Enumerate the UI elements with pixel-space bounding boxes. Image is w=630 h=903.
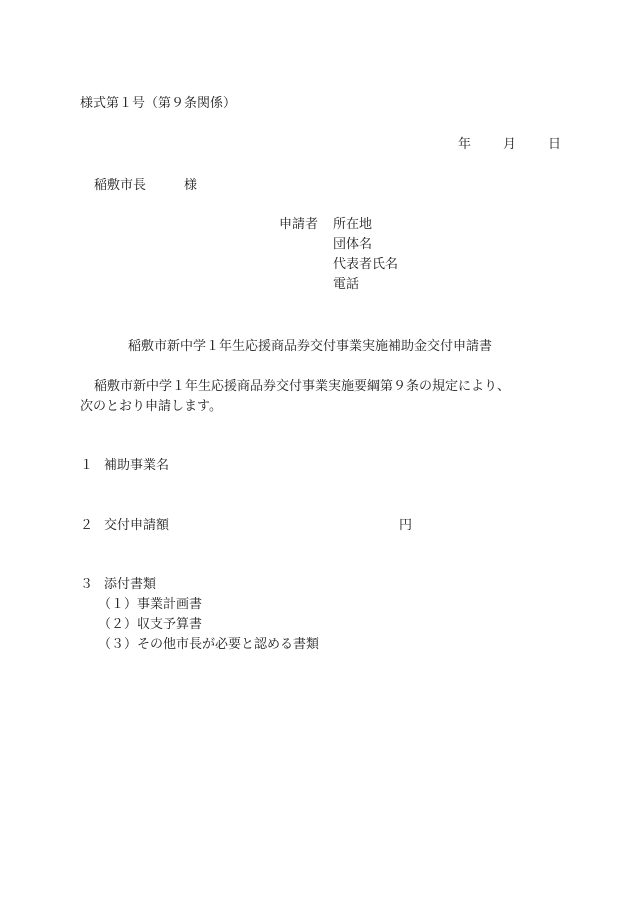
applicant-field-address: 所在地	[333, 217, 373, 232]
document-title: 稲敷市新中学１年生応援商品券交付事業実施補助金交付申請書	[128, 339, 493, 354]
amount-unit: 円	[399, 518, 413, 533]
applicant-field-organization: 団体名	[333, 237, 373, 252]
attachment-other-documents: （３）その他市長が必要と認める書類	[98, 637, 320, 652]
body-text-line-1: 稲敷市新中学１年生応援商品券交付事業実施要綱第９条の規定により、	[94, 379, 511, 394]
item-number: ２	[80, 518, 94, 533]
addressee	[94, 179, 197, 192]
item-application-amount	[80, 519, 169, 532]
date-month: 月	[503, 137, 517, 152]
item-number: ３	[80, 577, 94, 592]
item-number: １	[80, 458, 94, 473]
addressee-name: 稲敷市長	[94, 178, 147, 193]
item-label: 交付申請額	[104, 518, 170, 533]
date-day: 日	[548, 137, 562, 152]
body-text-line-2: 次のとおり申請します。	[80, 399, 222, 414]
attachment-budget: （２）収支予算書	[98, 617, 203, 632]
date-line	[458, 138, 561, 151]
item-attachments	[80, 578, 156, 591]
item-label: 添付書類	[104, 577, 157, 592]
item-project-name	[80, 459, 169, 472]
applicant-label: 申請者	[279, 217, 319, 232]
addressee-honorific: 様	[184, 178, 198, 193]
applicant-field-phone: 電話	[333, 277, 360, 292]
form-number: 様式第１号（第９条関係）	[80, 96, 237, 111]
date-year: 年	[458, 137, 472, 152]
applicant-field-representative: 代表者氏名	[333, 257, 399, 272]
attachment-business-plan: （１）事業計画書	[98, 597, 203, 612]
item-label: 補助事業名	[104, 458, 170, 473]
